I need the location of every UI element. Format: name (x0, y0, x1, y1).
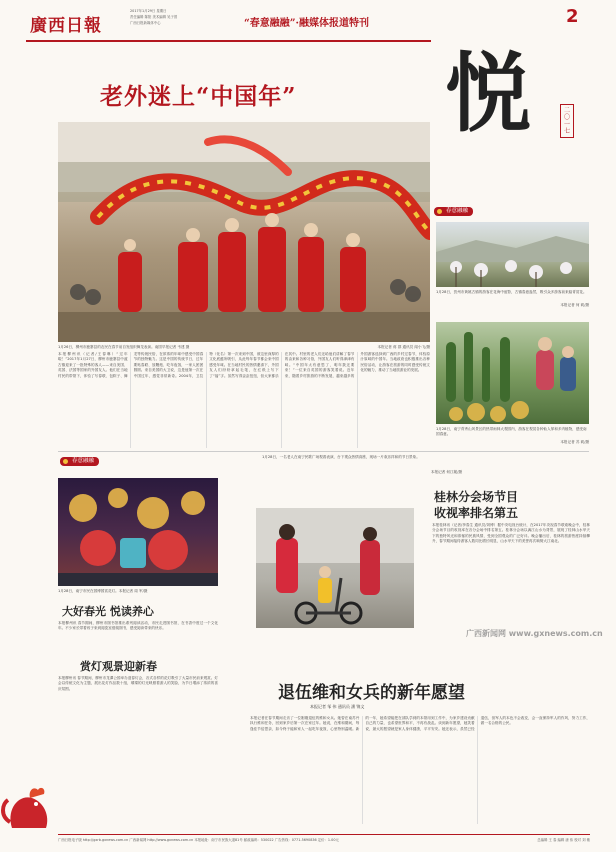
lead-body: 本报柳州讯（记者/王春琳）“过年啦！”2017年1月27日，柳州市鹿寨县中渡古镇迎来了一批特殊的客人——来自美国、英国、法国等国家的外国友人。他们在当地村民的带领下，体验了写春联、包粽子、舞龙等传统民俗，在浓浓的年味中感受中国春节的独特魅力。这是中国的传统节日，过年要贴春联、放鞭炮、吃年夜饭，一家人团团圆圆。来自美国的大卫说，这是他第一次在中国过年，感觉非常新奇。2004年，卫拉特（化名）第一次来到中国，被这里深厚的文化底蕴所吸引，从此每年春节都会来中国感受年味。在当地村民的热情邀请下，外国友人们纷纷拿起毛笔，在红纸上写下了“福”字。虽然写得歪歪扭扭，但大家都乐在其中。村里的老人们还给他们讲解了春节的由来和各种习俗，外国友人们听得津津有味。“中国年太有意思了，明年我还要来！”一位来自英国的游客笑着说。近年来，随着乡村旅游的不断发展，越来越多的外国游客选择到广西的乡村过春节，体验原汁原味的中国年。当地政府也积极推出各种民俗活动，让游客在旅游的同时感受传统文化的魅力，推动了当地旅游业的发展。 (58, 352, 430, 378)
guilin-headline-2: 收视率排名第五 (434, 506, 519, 520)
bottom-headline: 退伍维和女兵的新年愿望 (278, 683, 465, 703)
lead-photo-byline: 本报记者 蒋 郡 通讯员 闻小飞/摄 (377, 345, 430, 349)
bottom-body: 本报记者在春节期间走访了一位刚刚退伍的维和女兵。她曾在南苏丹执行维和任务，回到家乡后第一次在家过年。她说，在维和期间，每逢佳节倍思亲，如今终于能和家人一起吃年夜饭，心里特别温暖。新的一年，她希望能把在部队学到的本领用到工作中，为家乡建设贡献自己的力量，也希望世界和平，不再有战乱。谈到新年愿望，她笑着说，最大的愿望就是家人身体健康，平平安安。她还表示，虽然已经退伍，但军人的本色不会改变，会一直保持军人的作风，努力工作，做一名合格的公民。 (250, 716, 590, 731)
date-line-3: 广西日报新媒体中心 (130, 21, 161, 25)
masthead (0, 0, 616, 44)
cactus-garden-photo (436, 322, 589, 424)
newspaper-logo: 廣西日報 (30, 16, 102, 36)
flower-photo-byline: 本报记者 何 莉/摄 (560, 303, 589, 307)
date-line-1: 2017年1月29日 星期日 (130, 9, 167, 13)
right-top-tag: 春意融融 (434, 207, 473, 216)
special-title: “春意融融”·融媒体报道特刊 (244, 18, 369, 29)
watermark: 广西新闻网 www.gxnews.com.cn (466, 629, 603, 638)
flower-field-illustration (436, 222, 589, 287)
family-photo (256, 508, 414, 628)
flower-photo-caption: 1月28日，贺州市黄姚古镇的游客在花海中留影，古镇春意盎然，吸引众多游客前来踏青赏花。 (436, 290, 587, 294)
footer-rule (58, 834, 590, 835)
cactus-photo-caption: 1月28日，南宁青秀山风景区的热带雨林大观园内，游客在观赏各种仙人掌和多肉植物，感受南国春意。 (436, 427, 587, 436)
lantern-photo (58, 478, 218, 586)
rooster-icon (0, 780, 62, 836)
dragon-dance-photo (58, 122, 430, 342)
footer-text: 广西日报电子版 http://gxrb.gxnews.com.cn 广西新闻网 http://www.gxnews.com.cn 本报地址：南宁市民族大道81号 邮政编码：530022 广告热线：0771-5690836 定价：1.00元 (58, 838, 339, 842)
rooster-decoration (0, 780, 62, 836)
middle-photo-caption: 1月28日，一名老人在南宁民歌广场观看表演，台下观众热情高涨，现场一片欢乐祥和的节日景象。 (262, 455, 420, 459)
footer-right: 总编辑 王 春 编辑 唐 伟 校对 刘 敏 (537, 838, 590, 842)
lantern-illustration (58, 478, 218, 586)
middle-left-tag: 春意融融 (60, 457, 99, 466)
middle-photo-byline: 本报记者 何江妮/摄 (430, 470, 462, 474)
year-tag: 二〇一七 (560, 104, 574, 138)
page-number: 2 (566, 6, 579, 27)
cactus-photo-byline: 本报记者 苏 莉/摄 (560, 440, 589, 444)
subhead-lanterns: 赏灯观景迎新春 (80, 660, 157, 673)
lantern-photo-caption: 1月28日，南宁市民在园博园赏花灯。本报记者 周 军/摄 (58, 589, 148, 593)
subhead-reading: 大好春光 悦读养心 (62, 605, 154, 618)
masthead-rule (26, 40, 431, 42)
lead-headline: 老外迷上“中国年” (100, 83, 297, 110)
cactus-illustration (436, 322, 589, 424)
guilin-headline-1: 桂林分会场节目 (434, 490, 519, 504)
reading-body: 本报柳州讯 春节期间，柳州市图书馆推出系列阅读活动，市民走进图书馆，在书香中度过一个文化年。不少家长带着孩子来到阅览室借阅图书，感受阅读带来的快乐。 (58, 621, 218, 631)
lead-photo-caption: 1月26日，柳州市鹿寨县的农民在春节前自发组织舞龙表演。南国早报记者 韦建 摄 (58, 345, 190, 349)
section-divider (58, 451, 589, 452)
lanterns-body: 本报柳州讯 春节期间，柳州市龙潭公园举办迎春灯会，各式各样的花灯吸引了大量市民前来观赏。灯会以传统文化为主题，展出花灯作品数十组，璀璨的灯光映照着游人的笑脸，为节日增添了浓浓的喜庆氛围。 (58, 676, 218, 691)
guilin-body: 本报桂林讯（记者/李春生 通讯员/刘博）据中央电视台统计，在2017年央视春节联欢晚会中，桂林分会场节目的收视率在各分会场中排名第五。桂林分会场以漓江山水为背景，展现了桂林山水甲天下的独特风光和浓郁的民族风情，受到全国观众的广泛好评。晚会播出后，桂林的旅游热度持续攀升，春节期间接待游客人数同比增长明显，山水甲天下的美誉再次响彻大江南北。 (432, 523, 590, 544)
date-line-2: 责任编辑 陈阳 美术编辑 吴子曾 (130, 15, 178, 19)
flower-field-photo (436, 222, 589, 287)
bottom-byline: 本报记者 邹 伟 通讯员 潘 锦文 (310, 704, 365, 709)
dragon-dance-illustration (58, 122, 430, 342)
decorative-character: 悦 (445, 43, 531, 144)
family-illustration (256, 508, 414, 628)
